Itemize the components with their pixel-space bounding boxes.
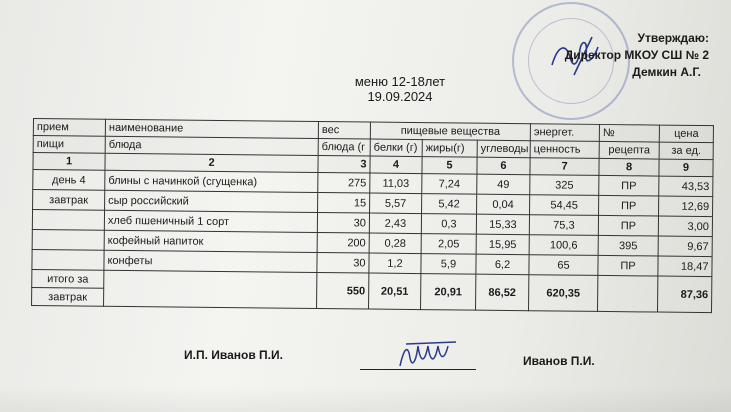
menu-title [330,74,470,104]
signature-line [360,369,476,370]
total-carbs: 86,52 [476,274,529,311]
approval-block [509,30,709,81]
cell-weight: 30 [317,252,369,273]
col-num: 5 [422,157,477,175]
cell-dish: кофейный напиток [104,230,317,252]
cell-price: 12,69 [659,196,713,217]
paper-shadow [0,386,731,412]
header-dish: блюда [105,136,318,155]
cell-fat: 5,42 [422,194,477,215]
col-num: 8 [599,158,659,176]
cell-fat: 0,3 [421,214,476,235]
cell-price: 43,53 [659,176,713,197]
total-protein: 20,51 [369,273,421,310]
cell-recipe: ПР [598,215,658,236]
total-price: 87,36 [658,276,712,313]
cell-carbs: 0,04 [477,194,530,215]
total-label: итого за [32,269,104,288]
header-recipe: рецепта [599,141,659,159]
footer-right-name: Иванов П.И. [523,354,595,368]
header-value: ценность [530,141,599,159]
menu-age: меню 12-18лет [354,74,446,89]
cell-weight: 275 [318,172,370,193]
footer-left-name: И.П. Иванов П.И. [184,348,283,362]
cell-weight: 200 [317,232,369,253]
cell-dish: хлеб пшеничный 1 сорт [104,210,317,232]
cell-meal [32,229,104,250]
cell-energy: 75,3 [529,215,598,236]
cell-price: 9,67 [658,236,712,257]
cell-weight: 15 [318,192,370,213]
header-meal: прием [33,119,105,137]
cell-recipe: ПР [598,255,658,276]
header-meal-2: пищи [33,136,105,154]
cell-energy: 100,6 [529,235,598,256]
header-name: наименование [105,119,318,138]
cell-dish: блины с начинкой (сгущенка) [105,170,318,192]
cell-fat: 7,24 [422,174,477,195]
total-recipe [598,275,658,312]
header-number: № [599,124,659,142]
cell-protein: 0,28 [369,233,421,254]
col-num: 2 [105,153,318,172]
approval-heading: Утверждаю: [637,31,709,45]
cell-carbs: 15,95 [476,234,529,255]
total-weight: 550 [317,272,369,309]
col-num: 9 [659,159,713,177]
cell-weight: 30 [317,212,369,233]
menu-date: 19.09.2024 [367,89,433,104]
cell-energy: 65 [529,255,598,276]
cell-protein: 1,2 [369,253,421,274]
col-num: 6 [477,157,530,175]
menu-table [31,118,714,313]
total-fat: 20,91 [421,274,476,311]
header-per-unit: за ед. [659,142,713,160]
cell-dish: конфеты [104,250,317,272]
header-energy: энергет. [530,124,599,142]
header-protein: белки (г) [370,139,422,157]
cell-recipe: 395 [598,235,658,256]
col-num: 1 [33,153,105,171]
col-num: 4 [370,156,422,174]
col-num: 7 [530,158,599,176]
header-carbs: углеводы [477,140,530,158]
total-label-2: завтрак [32,287,104,306]
cell-carbs: 49 [477,174,530,195]
cell-meal [32,249,104,270]
cell-protein: 2,43 [369,213,421,234]
cook-signature [396,338,466,372]
cell-energy: 325 [530,175,599,196]
cell-price: 18,47 [658,256,712,277]
cell-fat: 5,9 [421,254,476,275]
cell-recipe: ПР [599,195,659,216]
cell-carbs: 15,33 [476,214,529,235]
cell-energy: 54,45 [530,195,599,216]
total-energy: 620,35 [529,275,598,312]
header-weight-g: блюда (г [318,138,370,156]
header-nutrients: пищевые вещества [370,122,530,141]
header-weight: вес [318,121,370,139]
cell-meal: день 4 [33,170,105,191]
col-num: 3 [318,155,370,173]
header-fat: жиры(г) [422,140,477,158]
cell-dish: сыр российский [105,190,318,212]
cell-carbs: 6,2 [476,254,529,275]
total-blank [104,270,317,308]
cell-price: 3,00 [658,216,712,237]
approval-name: Демкин А.Г. [632,65,701,79]
cell-fat: 2,05 [421,234,476,255]
cell-protein: 11,03 [370,173,422,194]
cell-recipe: ПР [599,175,659,196]
cell-meal: завтрак [33,190,105,211]
header-price: цена [659,125,713,143]
cell-protein: 5,57 [370,193,422,214]
cell-meal [32,210,104,231]
approval-position: Директор МКОУ СШ № 2 [564,48,709,62]
